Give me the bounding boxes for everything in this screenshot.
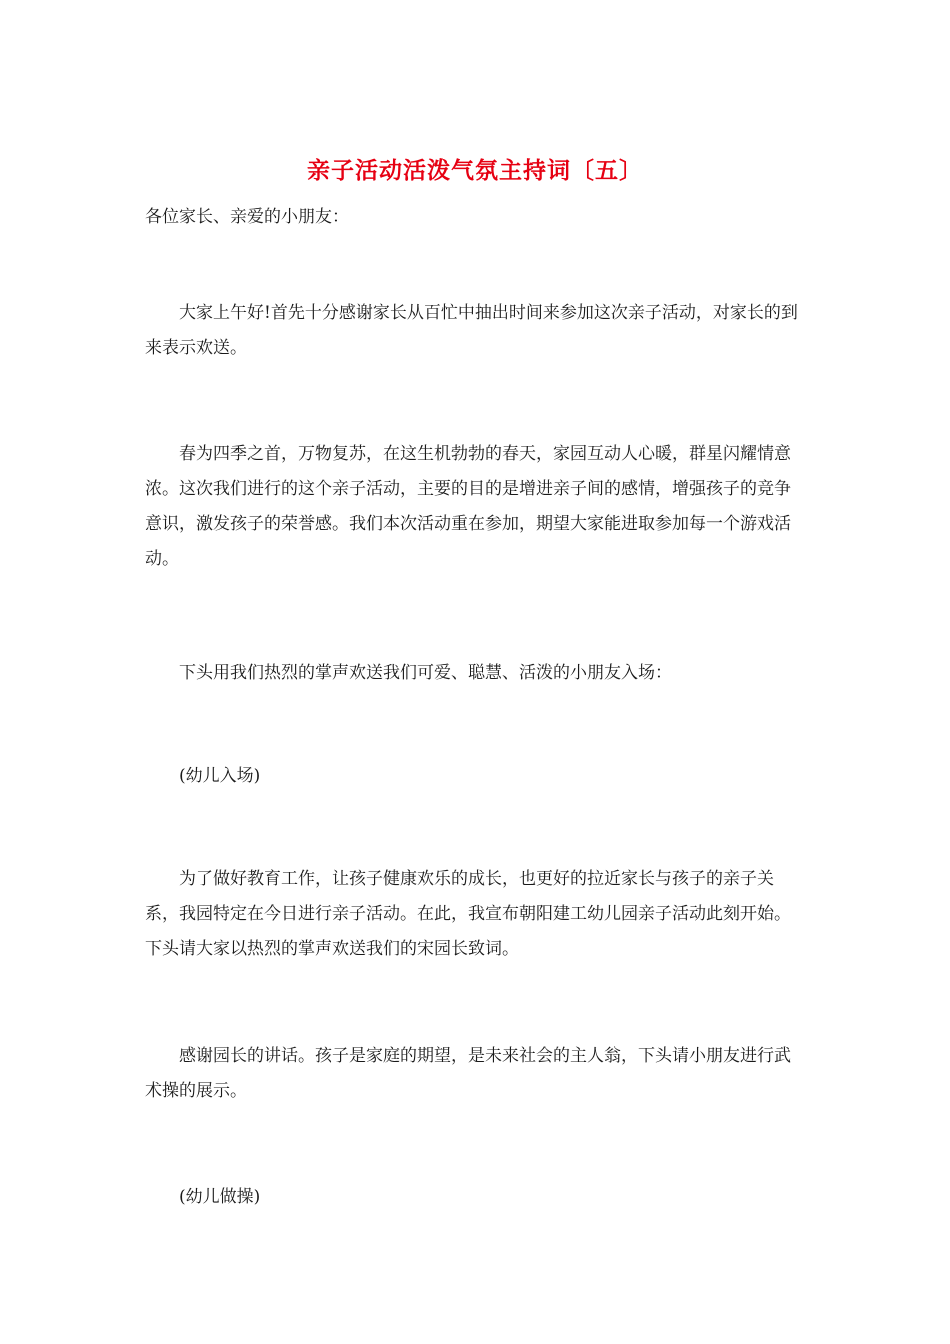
- paragraph-entrance-intro: 下头用我们热烈的掌声欢送我们可爱、聪慧、活泼的小朋友入场：: [179, 663, 672, 683]
- document-title: 亲子活动活泼气氛主持词〔五〕: [307, 157, 643, 184]
- salutation: 各位家长、亲爱的小朋友：: [145, 207, 349, 227]
- paragraph-stage-direction-entrance: (幼儿入场): [179, 766, 261, 786]
- paragraph-spring: 春为四季之首，万物复苏，在这生机勃勃的春天，家园互动人心暖，群星闪耀情意浓。这次我们进行的这个亲子活动，主要的目的是增进亲子间的感情，增强孩子的竞争意识，激发孩子的荣誉感。我们本次活动重在参加，期望大家能进取参加每一个游戏活动。: [145, 444, 791, 569]
- paragraph-welcome: 大家上午好!首先十分感谢家长从百忙中抽出时间来参加这次亲子活动，对家长的到来表示欢送。: [145, 303, 798, 358]
- paragraph-stage-direction-exercise: (幼儿做操): [179, 1187, 261, 1207]
- paragraph-activity-start: 为了做好教育工作，让孩子健康欢乐的成长，也更好的拉近家长与孩子的亲子关系，我园特定在今日进行亲子活动。在此，我宣布朝阳建工幼儿园亲子活动此刻开始。下头请大家以热烈的掌声欢送我们的宋园长致词。: [145, 869, 791, 959]
- paragraph-thanks: 感谢园长的讲话。孩子是家庭的期望，是未来社会的主人翁，下头请小朋友进行武术操的展示。: [145, 1046, 791, 1101]
